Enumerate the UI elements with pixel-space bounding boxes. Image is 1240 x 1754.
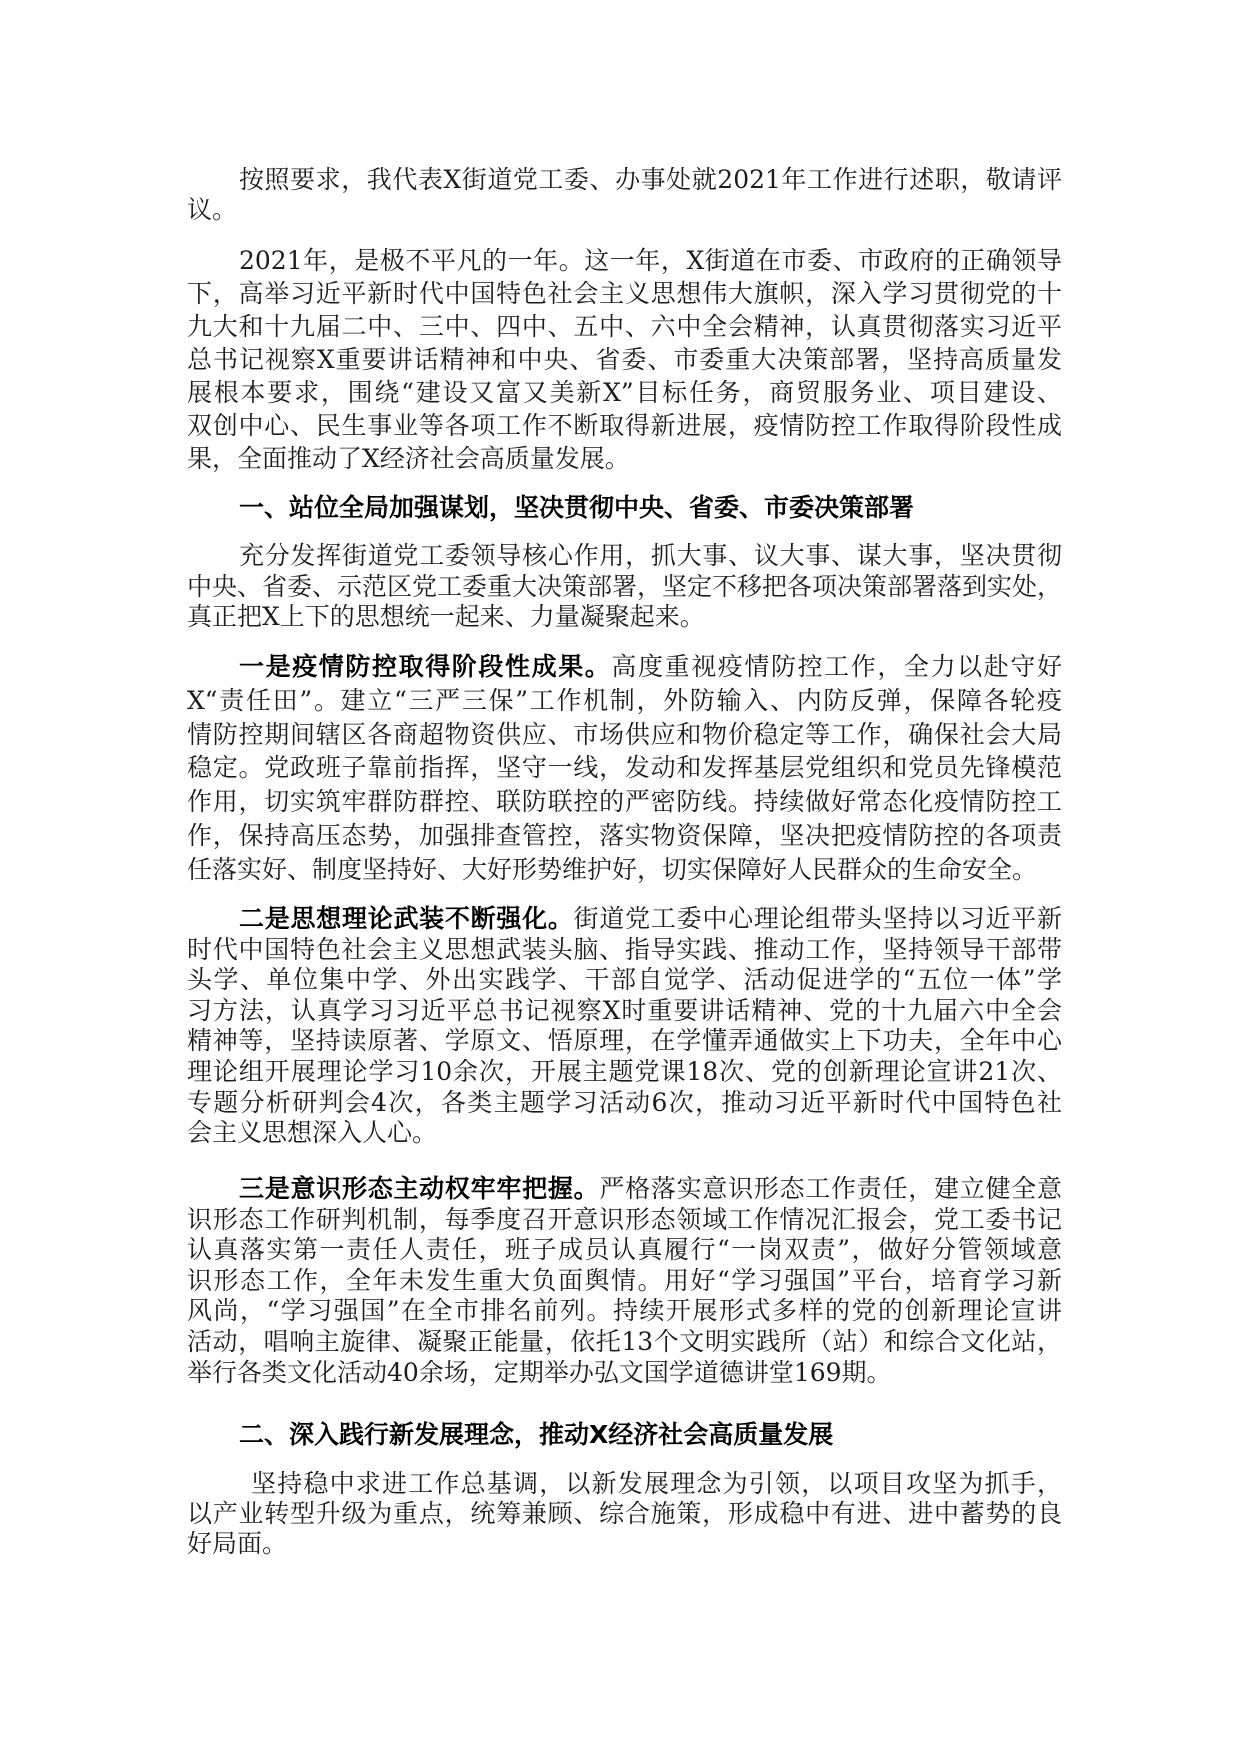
line-text: 活动，唱响主旋律、凝聚正能量，依托13个文明实践所（站）和综合文化站， (187, 1326, 1062, 1356)
text-line (187, 650, 1062, 684)
line-text: 展根本要求，围绕“建设又富又美新X”目标任务，商贸服务业、项目建设、 (187, 378, 1062, 407)
line-text: 总书记视察X重要讲话精神和中央、省委、市委重大决策部署，坚持高质量发 (187, 345, 1062, 374)
text-line (187, 684, 1062, 718)
text-line (187, 1499, 1062, 1529)
line-text: 头学、单位集中学、外出实践学、干部自觉学、活动促进学的“五位一体”学 (187, 965, 1062, 995)
paragraph-lead: 二是思想理论武装不断强化。 (239, 904, 574, 933)
text-line (187, 409, 1062, 442)
paragraph-section2-intro (187, 1469, 1062, 1559)
text-line (187, 165, 1062, 195)
text-line (187, 310, 1062, 343)
text-line (187, 1327, 1062, 1358)
line-text: 举行各类文化活动40余场，定期举办弘文国学道德讲堂169期。 (187, 1357, 892, 1387)
text-line (187, 376, 1062, 409)
text-line (187, 442, 1062, 475)
text-line (187, 1296, 1062, 1327)
line-text: 情防控期间辖区各商超物资供应、市场供应和物价稳定等工作，确保社会大局 (187, 719, 1062, 749)
section-heading-1: 一、站位全局加强谋划，坚决贯彻中央、省委、市委决策部署 (239, 493, 915, 522)
paragraph-lead: 三是意识形态主动权牢牢把握。 (239, 1174, 600, 1203)
text-line (187, 1174, 1062, 1205)
line-text: 下，高举习近平新时代中国特色社会主义思想伟大旗帜，深入学习贯彻党的十 (187, 279, 1062, 308)
text-line (187, 244, 1062, 277)
line-text: 坚持稳中求进工作总基调，以新发展理念为引领，以项目攻坚为抓手， (251, 1469, 1062, 1498)
line-text: 中央、省委、示范区党工委重大决策部署，坚定不移把各项决策部署落到实处， (187, 571, 1063, 601)
line-text: 稳定。党政班子靠前指挥，坚守一线，发动和发挥基层党组织和党员先锋模范 (187, 753, 1062, 783)
line-text: 理论组开展理论学习10余次，开展主题党课18次、党的创新理论宣讲21次、 (187, 1056, 1062, 1086)
text-line (187, 572, 1062, 603)
line-text: 时代中国特色社会主义思想武装头脑、指导实践、推动工作，坚持领导干部带 (187, 934, 1062, 964)
text-line (187, 1358, 1062, 1389)
text-line (187, 1266, 1062, 1297)
line-text: 2021年，是极不平凡的一年。这一年，X街道在市委、市政府的正确领导 (239, 246, 1062, 275)
line-text: 专题分析研判会4次，各类主题学习活动6次，推动习近平新时代中国特色社 (187, 1087, 1062, 1117)
line-text: 习方法，认真学习习近平总书记视察X时重要讲话精神、党的十九届六中全会 (187, 995, 1062, 1025)
text-line (187, 996, 1062, 1027)
paragraph-overview (187, 244, 1062, 475)
line-text: 作用，切实筑牢群防群控、联防联控的严密防线。持续做好常态化疫情防控工 (187, 787, 1062, 817)
text-line (187, 965, 1062, 996)
text-line (187, 343, 1062, 376)
line-text: 九大和十九届二中、三中、四中、五中、六中全会精神，认真贯彻落实习近平 (187, 312, 1062, 341)
line-text: 严格落实意识形态工作责任，建立健全意 (599, 1174, 1062, 1203)
line-text: 好局面。 (187, 1529, 288, 1558)
paragraph-lead: 一是疫情防控取得阶段性成果。 (239, 652, 612, 681)
line-text: 精神等，坚持读原著、学原文、悟原理，在学懂弄通做实上下功夫，全年中心 (187, 1026, 1062, 1056)
text-line (187, 1088, 1062, 1119)
text-line (187, 935, 1062, 966)
text-line (187, 853, 1062, 887)
text-line (187, 277, 1062, 310)
line-text: 任落实好、制度坚持好、大好形势维护好，切实保障好人民群众的生命安全。 (187, 854, 1038, 884)
line-text: 果，全面推动了X经济社会高质量发展。 (187, 444, 630, 473)
line-text: 高度重视疫情防控工作，全力以赴守好 (611, 652, 1062, 681)
line-text: 识形态工作研判机制，每季度召开意识形态领域工作情况汇报会，党工委书记 (187, 1204, 1062, 1234)
paragraph-point3 (187, 1174, 1062, 1388)
line-text: 会主义思想深入人心。 (187, 1118, 438, 1148)
text-line (187, 1205, 1062, 1236)
paragraph-point1 (187, 650, 1062, 887)
text-line (187, 541, 1062, 572)
paragraph-section1-intro (187, 541, 1062, 633)
text-line (187, 1057, 1062, 1088)
text-line (187, 1235, 1062, 1266)
text-line (187, 1118, 1062, 1149)
paragraph-point2 (187, 904, 1062, 1149)
line-text: 议。 (187, 195, 238, 224)
section-heading-2: 二、深入践行新发展理念，推动X经济社会高质量发展 (239, 1420, 834, 1449)
line-text: 充分发挥街道党工委领导核心作用，抓大事、议大事、谋大事，坚决贯彻 (239, 541, 1062, 570)
line-text: 街道党工委中心理论组带头坚持以习近平新 (573, 904, 1062, 933)
text-line (187, 904, 1062, 935)
text-line (187, 718, 1062, 752)
line-text: 识形态工作，全年未发生重大负面舆情。用好“学习强国”平台，培育学习新 (187, 1265, 1062, 1295)
text-line (187, 602, 1062, 633)
line-text: 真正把X上下的思想统一起来、力量凝聚起来。 (187, 602, 705, 631)
text-line (187, 751, 1062, 785)
text-line (187, 1469, 1062, 1499)
line-text: 以产业转型升级为重点，统筹兼顾、综合施策，形成稳中有进、进中蓄势的良 (187, 1499, 1062, 1528)
text-line (187, 819, 1062, 853)
line-text: X“责任田”。建立“三严三保”工作机制，外防输入、内防反弹，保障各轮疫 (187, 685, 1062, 715)
line-text: 作，保持高压态势，加强排查管控，落实物资保障，坚决把疫情防控的各项责 (187, 820, 1062, 850)
text-line (187, 195, 1062, 225)
line-text: 风尚，“学习强国”在全市排名前列。持续开展形式多样的党的创新理论宣讲 (187, 1296, 1062, 1326)
line-text: 按照要求，我代表X街道党工委、办事处就2021年工作进行述职，敬请评 (239, 165, 1062, 194)
line-text: 认真落实第一责任人责任，班子成员认真履行“一岗双责”，做好分管领域意 (187, 1235, 1062, 1265)
paragraph-intro (187, 165, 1062, 225)
text-line (187, 1529, 1062, 1559)
text-line (187, 1026, 1062, 1057)
text-line (187, 785, 1062, 819)
line-text: 双创中心、民生事业等各项工作不断取得新进展，疫情防控工作取得阶段性成 (187, 411, 1062, 440)
